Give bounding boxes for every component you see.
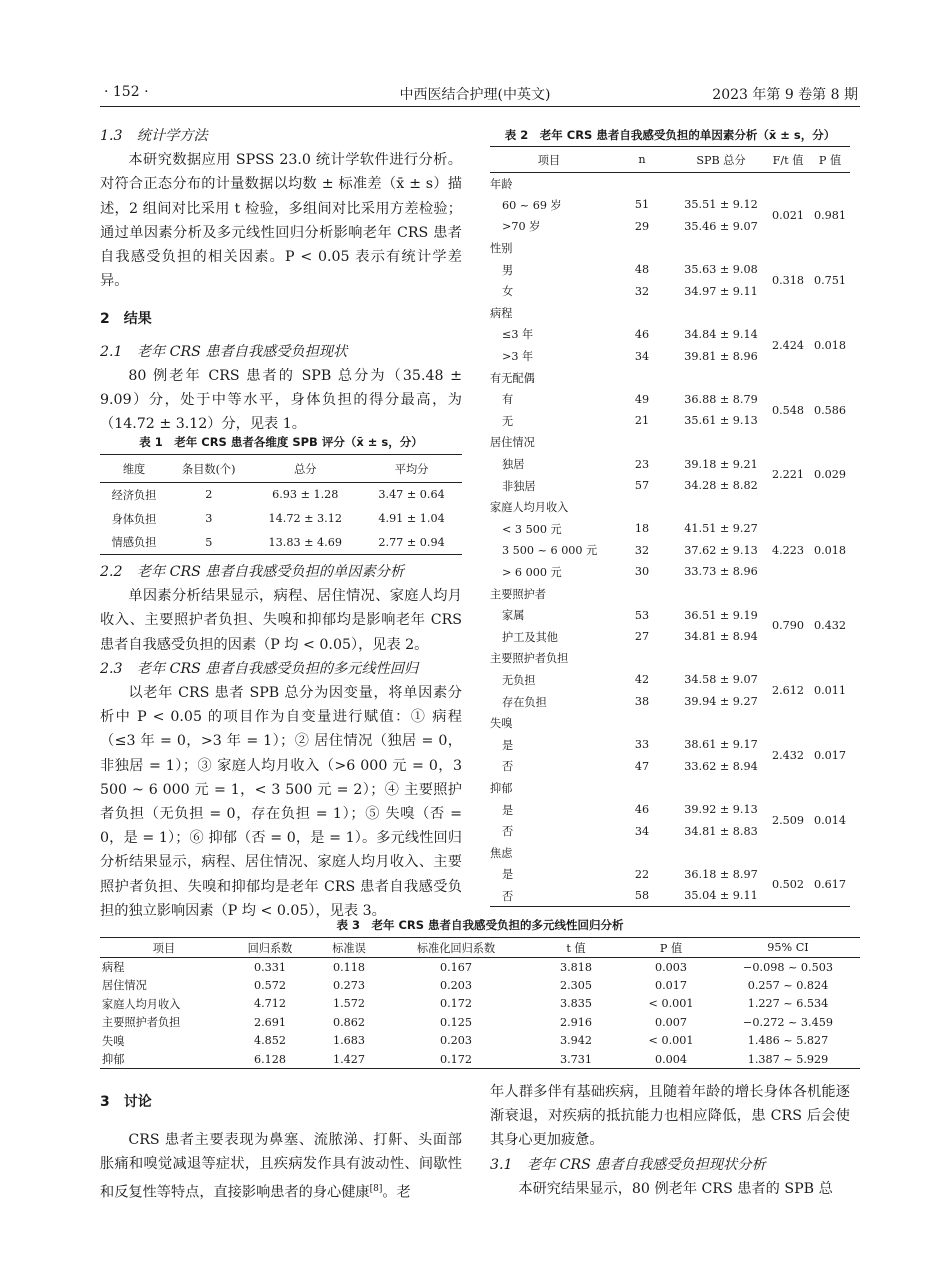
table3-cell: 0.118: [332, 960, 366, 974]
table2-n: 23: [634, 457, 650, 471]
table2-header: 项目: [490, 147, 608, 173]
table2-score: 36.18 ± 8.97: [684, 867, 758, 881]
table2-p: 0.011: [813, 684, 847, 698]
table-row: [100, 995, 860, 1014]
table3-cell: 3.942: [559, 1034, 593, 1048]
table2-n: 32: [634, 543, 650, 557]
table1-cell: 身体负担: [111, 512, 157, 526]
table-row: [490, 453, 850, 475]
table2-item: 否: [502, 760, 514, 774]
table3-header: 标准误: [312, 938, 386, 958]
table2-score: 36.88 ± 8.79: [684, 392, 758, 406]
table2-stat: 2.612: [771, 684, 805, 698]
table2-p: 0.586: [813, 403, 847, 417]
table2-empty-cell: [608, 712, 676, 734]
table2-n: 21: [634, 414, 650, 428]
table2-p: 0.018: [813, 543, 847, 557]
table3-cell: < 0.001: [648, 997, 694, 1011]
table2-item: ≤3 年: [502, 328, 534, 342]
table2-empty-cell: [676, 712, 766, 734]
table1-cell: 3.47 ± 0.64: [378, 488, 445, 502]
table2-p: 0.751: [813, 273, 847, 287]
table2-empty-cell: [766, 367, 810, 389]
table2-n: 58: [608, 885, 676, 907]
table2-item: 否: [502, 825, 514, 839]
table3-cell: 1.227 ~ 6.534: [747, 997, 829, 1011]
table2-group-label: 病程: [490, 306, 513, 320]
table2-score: 33.73 ± 8.96: [684, 565, 758, 579]
table2-score: 34.97 ± 9.11: [684, 284, 758, 298]
table-row: [100, 483, 462, 507]
table-row: [490, 194, 850, 216]
table2-item: >70 岁: [502, 220, 541, 234]
table2-n: 18: [634, 522, 650, 536]
table-row: [490, 388, 850, 410]
table-row: [490, 324, 850, 346]
table-group-row: [490, 496, 850, 518]
table-row: [490, 669, 850, 691]
table2-stat: 4.223: [771, 543, 805, 557]
table2-n: 30: [634, 565, 650, 579]
table2-item: 男: [502, 263, 514, 277]
table-group-row: [490, 173, 850, 195]
table3-header: P 值: [626, 938, 716, 958]
table2-caption: 表 2 老年 CRS 患者自我感受负担的单因素分析（x̄ ± s，分）: [504, 128, 836, 142]
left-column-cont: [100, 560, 462, 923]
table2-item: < 3 500 元: [502, 522, 562, 536]
table2-p: 0.014: [813, 813, 847, 827]
table2-empty-cell: [810, 432, 850, 454]
table-row: [100, 976, 860, 995]
table3-cell: < 0.001: [648, 1034, 694, 1048]
section-3-1-title: 3.1 老年 CRS 患者自我感受负担现状分析: [490, 1156, 766, 1173]
issue-info: 2023 年第 9 卷第 8 期: [712, 87, 858, 103]
section-2-1-body: 80 例老年 CRS 患者的 SPB 总分为（35.48 ± 9.09）分，处于中等水平，身体负担的得分最高，为（14.72 ± 3.12）分，见表 1。: [100, 367, 462, 433]
section-2-1-title: 2.1 老年 CRS 患者自我感受负担现状: [100, 343, 348, 360]
table2-group-label: 主要照护者: [490, 587, 546, 601]
table2-empty-cell: [676, 432, 766, 454]
table1-cell: 5: [168, 531, 249, 555]
table2-item: 无负担: [502, 673, 536, 687]
table2-n: 46: [634, 327, 650, 341]
table-group-row: [490, 583, 850, 605]
table-group-row: [490, 367, 850, 389]
table2-p: 0.617: [810, 864, 850, 907]
discussion-left: [100, 1090, 462, 1205]
table3-header: t 值: [526, 938, 626, 958]
table3-cell: 1.486 ~ 5.827: [747, 1034, 829, 1048]
table3-cell: 居住情况: [102, 979, 147, 993]
section-2-3-title: 2.3 老年 CRS 患者自我感受负担的多元线性回归: [100, 660, 419, 677]
table3-cell: 抑郁: [100, 1050, 228, 1069]
table2-n: 57: [634, 479, 650, 493]
table1-cell: 经济负担: [111, 488, 157, 502]
table2-group-label: 抑郁: [490, 781, 513, 795]
section-2-2-title: 2.2 老年 CRS 患者自我感受负担的单因素分析: [100, 564, 405, 580]
table-row: [100, 507, 462, 531]
table2-empty-cell: [608, 583, 676, 605]
table3-cell: 0.172: [386, 1050, 526, 1069]
table3-header: 95% CI: [716, 938, 860, 958]
section-3-body: CRS 患者主要表现为鼻塞、流脓涕、打鼾、头面部胀痛和嗅觉减退等症状，且疾病发作具有波动性、间歇性和反复性等特点，直接影响患者的身心健康: [100, 1132, 462, 1201]
table2-score: 39.18 ± 9.21: [684, 457, 758, 471]
table2-empty-cell: [608, 302, 676, 324]
table2-item: >3 年: [502, 350, 534, 364]
table2-empty-cell: [676, 842, 766, 864]
table2-empty-cell: [810, 712, 850, 734]
table2-score: 35.63 ± 9.08: [684, 263, 758, 277]
table3-cell: −0.098 ~ 0.503: [743, 960, 833, 974]
table2-n: 32: [634, 284, 650, 298]
table3-cell: 0.003: [654, 960, 688, 974]
table2-score: 34.81 ± 8.94: [684, 630, 758, 644]
table2-empty-cell: [608, 367, 676, 389]
table3-cell: 家庭人均月收入: [102, 997, 181, 1011]
table2-p: 0.018: [813, 338, 847, 352]
table3-cell: −0.272 ~ 3.459: [743, 1015, 833, 1029]
table-row: [100, 958, 860, 977]
table2-header: P 值: [810, 147, 850, 173]
table2-p: 0.432: [813, 619, 847, 633]
table2-empty-cell: [766, 432, 810, 454]
table-row: [100, 1013, 860, 1032]
table2-group-label: 失嗅: [490, 717, 513, 731]
table3-cell: 0.004: [626, 1050, 716, 1069]
table3-header: 回归系数: [228, 938, 312, 958]
table-group-row: [490, 432, 850, 454]
table2-score: 35.04 ± 9.11: [676, 885, 766, 907]
table2-empty-cell: [810, 237, 850, 259]
table2-group-label: 焦虑: [490, 846, 513, 860]
table3-cell: 2.691: [253, 1015, 287, 1029]
table3-cell: 1.427: [312, 1050, 386, 1069]
table2-stat: 0.502: [766, 864, 810, 907]
table3-cell: 0.331: [253, 960, 287, 974]
table2-n: 46: [634, 803, 650, 817]
table2-empty-cell: [608, 496, 676, 518]
table2-score: 38.61 ± 9.17: [684, 738, 758, 752]
page-number: · 152 ·: [104, 84, 149, 100]
table-group-row: [490, 777, 850, 799]
table2-empty-cell: [608, 237, 676, 259]
table2-empty-cell: [676, 367, 766, 389]
table2-item: > 6 000 元: [502, 565, 562, 579]
table2-score: 34.58 ± 9.07: [684, 673, 758, 687]
table-row: [100, 1032, 860, 1051]
table2-empty-cell: [676, 173, 766, 195]
table2-stat: 0.548: [771, 403, 805, 417]
table3-cell: 0.017: [654, 978, 688, 992]
table2-item: 非独居: [502, 479, 536, 493]
section-1-3-body: 本研究数据应用 SPSS 23.0 统计学软件进行分析。对符合正态分布的计量数据以均数 ± 标准差（x̄ ± s）描述，2 组间对比采用 t 检验，多组间对比采用方差检验；通过单因素分析及多元线性回归分析影响老年 CRS 患者自我感受负担的相关因素。P < 0.05 表示有统计学差异。: [100, 152, 462, 290]
table2-group-label: 主要照护者负担: [490, 652, 569, 666]
table-row: [490, 259, 850, 281]
table2-item: 否: [490, 885, 608, 907]
table3-cell: 3.835: [559, 997, 593, 1011]
table1-cell: 6.93 ± 1.28: [272, 488, 339, 502]
table2-empty-cell: [810, 367, 850, 389]
table3-cell: 2.916: [559, 1015, 593, 1029]
table2-score: 36.51 ± 9.19: [684, 608, 758, 622]
table2-empty-cell: [766, 173, 810, 195]
table2-empty-cell: [676, 583, 766, 605]
left-column: [100, 124, 462, 436]
table2-item: 有: [502, 393, 514, 407]
header-rule: [100, 106, 860, 107]
table2-empty-cell: [766, 496, 810, 518]
section-3-body-continued: 年人群多伴有基础疾病，且随着年龄的增长身体各机能逐渐衰退，对疾病的抵抗能力也相应降低，患 CRS 后会使其身心更加疲惫。: [490, 1084, 850, 1149]
table1-header: 总分: [249, 455, 361, 483]
table2-stat: 0.318: [771, 273, 805, 287]
table2-n: 27: [634, 630, 650, 644]
table2-empty-cell: [766, 712, 810, 734]
table-group-row: [490, 842, 850, 864]
table2-p: 0.029: [813, 468, 847, 482]
table3-cell: 2.305: [559, 978, 593, 992]
table2-empty-cell: [608, 432, 676, 454]
table1-cell: 13.83 ± 4.69: [249, 531, 361, 555]
table2-n: 29: [634, 219, 650, 233]
table2-score: 39.92 ± 9.13: [684, 803, 758, 817]
table2-n: 34: [634, 824, 650, 838]
section-2-3-body: 以老年 CRS 患者 SPB 总分为因变量，将单因素分析中 P < 0.05 的项目作为自变量进行赋值：① 病程（≤3 年 = 0，>3 年 = 1）；② 居住情况（独居 = 0，非独居 = 1）；③ 家庭人均月收入（>6 000 元 = 0，3 500 ~ 6 000 元 = 1，< 3 500 元 = 2）；④ 主要照护者负担（无负担 = 0，存在负担 = 1）；⑤ 失嗅（否 = 0，是 = 1）；⑥ 抑郁（否 = 0，是 = 1）。多元线性回归分析结果显示，病程、居住情况、家庭人均月收入、主要照护者负担、失嗅和抑郁均是老年 CRS 患者自我感受负担的独立影响因素（P 均 < 0.05），见表 3。: [100, 685, 462, 919]
table2-group-label: 居住情况: [490, 436, 535, 450]
table2-n: 34: [634, 349, 650, 363]
table2-score: 37.62 ± 9.13: [684, 543, 758, 557]
table2-stat: 2.424: [771, 338, 805, 352]
table3-cell: 1.387 ~ 5.929: [716, 1050, 860, 1069]
table2-stat: 2.509: [771, 813, 805, 827]
table3-cell: 0.862: [332, 1015, 366, 1029]
table2-score: 35.61 ± 9.13: [684, 414, 758, 428]
table2-item: 60 ~ 69 岁: [502, 198, 562, 212]
table2-n: 33: [634, 738, 650, 752]
table-group-row: [490, 712, 850, 734]
table1-cell: 2: [205, 488, 213, 502]
table2-empty-cell: [766, 648, 810, 670]
table2-score: 39.94 ± 9.27: [684, 695, 758, 709]
discussion-right: [490, 1080, 850, 1201]
table2-score: 33.62 ± 8.94: [684, 759, 758, 773]
table2-empty-cell: [676, 648, 766, 670]
table2: [490, 146, 850, 907]
table2-score: 41.51 ± 9.27: [684, 522, 758, 536]
table2-empty-cell: [676, 496, 766, 518]
table3-header: 标准化回归系数: [386, 938, 526, 958]
table2-stat: 2.432: [771, 749, 805, 763]
table3-cell: 6.128: [228, 1050, 312, 1069]
table3-cell: 3.818: [559, 960, 593, 974]
table1-cell: 14.72 ± 3.12: [268, 512, 342, 525]
table2-empty-cell: [676, 777, 766, 799]
table2-item: 是: [502, 738, 514, 752]
table2-group-label: 有无配偶: [490, 371, 535, 385]
table2-stat: 2.221: [771, 468, 805, 482]
table3-cell: 0.273: [332, 978, 366, 992]
table2-n: 42: [634, 673, 650, 687]
table2-empty-cell: [676, 237, 766, 259]
table2-empty-cell: [766, 583, 810, 605]
table2-score: 34.84 ± 9.14: [684, 327, 758, 341]
section-2-title: 2 结果: [100, 311, 152, 328]
table2-header: SPB 总分: [676, 147, 766, 173]
table2-n: 49: [634, 392, 650, 406]
table2-empty-cell: [766, 842, 810, 864]
table1: [100, 454, 462, 555]
table3-cell: 4.852: [253, 1034, 287, 1048]
table2-header: n: [608, 147, 676, 173]
table1-cell: 情感负担: [100, 531, 168, 555]
table2-header: F/t 值: [766, 147, 810, 173]
table-group-row: [490, 237, 850, 259]
table3-cell: 4.712: [253, 997, 287, 1011]
table2-group-label: 年龄: [490, 177, 513, 191]
section-3-title: 3 讨论: [100, 1094, 152, 1110]
table1-header: 平均分: [361, 455, 462, 483]
table-row: [490, 734, 850, 756]
table2-item: 女: [502, 285, 514, 299]
table2-n: 38: [634, 695, 650, 709]
table2-n: 22: [634, 867, 650, 881]
table3-cell: 0.572: [253, 978, 287, 992]
table2-group-label: 性别: [490, 242, 513, 256]
table2-n: 51: [634, 198, 650, 212]
table2-item: 3 500 ~ 6 000 元: [502, 544, 598, 558]
table-row: [490, 604, 850, 626]
table1-header: 条目数(个): [168, 455, 249, 483]
table2-empty-cell: [676, 302, 766, 324]
table-row: [490, 518, 850, 540]
table1-cell: 3: [205, 512, 213, 525]
table2-score: 35.46 ± 9.07: [684, 219, 758, 233]
section-2-2-body: 单因素分析结果显示，病程、居住情况、家庭人均月收入、主要照护者负担、失嗅和抑郁均是影响老年 CRS 患者自我感受负担的因素（P 均 < 0.05），见表 2。: [100, 588, 462, 653]
table2-p: 0.017: [813, 749, 847, 763]
table2-empty-cell: [608, 777, 676, 799]
table2-p: 0.981: [813, 209, 847, 223]
table-row: [490, 864, 850, 886]
table2-empty-cell: [608, 842, 676, 864]
table2-item: 无: [502, 414, 514, 428]
table2-item: 家属: [502, 609, 525, 623]
table2-empty-cell: [766, 237, 810, 259]
table2-empty-cell: [810, 302, 850, 324]
table2-item: 存在负担: [502, 695, 547, 709]
table2-item: 是: [502, 803, 514, 817]
table3-cell: 失嗅: [102, 1034, 125, 1048]
table2-empty-cell: [608, 173, 676, 195]
table3-cell: 0.203: [439, 978, 473, 992]
table2-n: 53: [634, 608, 650, 622]
section-1-3-title: 1.3 统计学方法: [100, 128, 208, 144]
table2-stat: 0.021: [771, 209, 805, 223]
table2-n: 48: [634, 263, 650, 277]
table3-cell: 0.172: [439, 997, 473, 1011]
table-row: [100, 1050, 860, 1069]
table3-cell: 0.167: [439, 960, 473, 974]
table-group-row: [490, 648, 850, 670]
table3: [100, 937, 860, 1069]
table2-score: 34.81 ± 8.83: [684, 824, 758, 838]
table2-score: 39.81 ± 8.96: [684, 349, 758, 363]
table2-item: 是: [502, 868, 514, 882]
table2-empty-cell: [810, 842, 850, 864]
table1-header: 维度: [100, 455, 168, 483]
table3-cell: 病程: [102, 961, 125, 974]
table3-cell: 1.683: [332, 1034, 366, 1048]
citation-ref[interactable]: [8]: [369, 1183, 383, 1194]
table2-item: 护工及其他: [502, 630, 558, 644]
journal-title: 中西医结合护理(中英文): [399, 87, 551, 103]
table3-cell: 3.731: [526, 1050, 626, 1069]
table2-score: 34.28 ± 8.82: [684, 479, 758, 493]
table3-caption: 表 3 老年 CRS 患者自我感受负担的多元线性回归分析: [336, 918, 624, 932]
table3-header: 项目: [100, 938, 228, 958]
table3-cell: 主要照护者负担: [102, 1016, 181, 1030]
table2-group-label: 家庭人均月收入: [490, 501, 569, 515]
table2-stat: 0.790: [771, 619, 805, 633]
table3-cell: 0.257 ~ 0.824: [747, 978, 829, 992]
table3-cell: 0.007: [654, 1015, 688, 1029]
table3-cell: 0.203: [439, 1034, 473, 1048]
table2-empty-cell: [810, 173, 850, 195]
table1-cell: 2.77 ± 0.94: [361, 531, 462, 555]
table2-score: 35.51 ± 9.12: [684, 198, 758, 212]
table3-cell: 1.572: [332, 997, 366, 1011]
table3-cell: 0.125: [439, 1015, 473, 1029]
section-3-1-body: 本研究结果显示，80 例老年 CRS 患者的 SPB 总: [518, 1180, 833, 1197]
table2-empty-cell: [766, 777, 810, 799]
table-row: [490, 799, 850, 821]
table2-empty-cell: [810, 583, 850, 605]
table-group-row: [490, 302, 850, 324]
table2-n: 47: [634, 759, 650, 773]
table2-item: 独居: [502, 458, 525, 472]
table2-empty-cell: [810, 496, 850, 518]
table-row: [100, 531, 462, 555]
table2-empty-cell: [766, 302, 810, 324]
table1-cell: 4.91 ± 1.04: [378, 512, 445, 525]
table2-empty-cell: [608, 648, 676, 670]
table2-empty-cell: [810, 777, 850, 799]
section-3-body-end: 。老: [382, 1184, 411, 1201]
table2-empty-cell: [810, 648, 850, 670]
table1-caption: 表 1 老年 CRS 患者各维度 SPB 评分（x̄ ± s，分）: [139, 435, 423, 449]
